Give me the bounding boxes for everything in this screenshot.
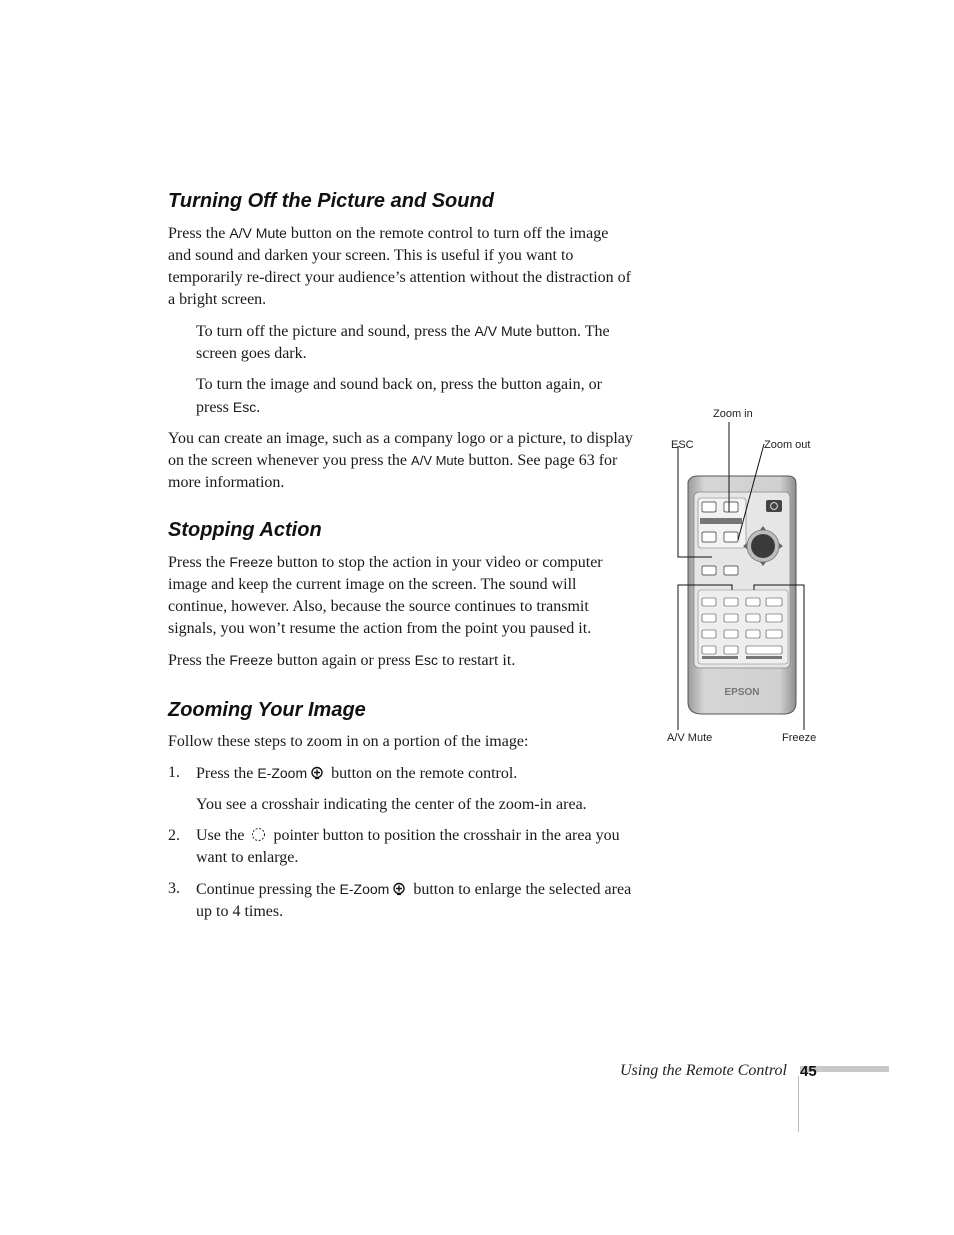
button-name: Freeze xyxy=(229,554,273,570)
paragraph: Follow these steps to zoom in on a portion of the image: xyxy=(168,733,529,750)
zoom-in-icon xyxy=(310,766,324,780)
callout-esc: ESC xyxy=(671,439,694,451)
list-item: 1. Press the E-Zoom button on the remote control. xyxy=(168,764,518,782)
remote-brand: EPSON xyxy=(724,687,760,698)
callout-freeze: Freeze xyxy=(782,732,817,744)
heading-stopping-action: Stopping Action xyxy=(168,519,322,541)
paragraph: Press the A/V Mute button on the remote control to turn off the image and sound and darken your screen. This is useful if you want to temporarily re-direct your audience’s attention without the distraction of a bright screen. xyxy=(168,225,631,308)
footer-chapter-title: Using the Remote Control xyxy=(620,1062,787,1079)
section3-body xyxy=(168,731,633,923)
list-item: 2. Use the pointer button to position the crosshair in the area you want to enlarge. xyxy=(168,827,620,866)
button-name: Freeze xyxy=(229,652,273,668)
paragraph: You see a crosshair indicating the center of the zoom-in area. xyxy=(196,796,587,813)
list-item: 3. Continue pressing the E-Zoom button to enlarge the selected area up to 4 times. xyxy=(168,880,632,920)
paragraph: You can create an image, such as a company logo or a picture, to display on the screen whenever you press the A/V Mute button. See page 63 for more information. xyxy=(168,430,633,491)
callout-av-mute: A/V Mute xyxy=(667,732,713,744)
page-number: 45 xyxy=(800,1063,817,1080)
button-name: A/V Mute xyxy=(411,453,465,468)
button-name: A/V Mute xyxy=(229,225,287,241)
heading-zooming: Zooming Your Image xyxy=(168,699,366,721)
button-name: Esc xyxy=(414,652,438,668)
button-name: E-Zoom xyxy=(257,765,308,781)
button-name: Esc xyxy=(232,399,257,415)
button-name: A/V Mute xyxy=(474,323,533,339)
heading-turning-off: Turning Off the Picture and Sound xyxy=(168,190,494,212)
paragraph: To turn off the picture and sound, press the A/V Mute button. The screen goes dark. xyxy=(196,323,610,362)
section1-body xyxy=(168,222,633,494)
paragraph: Press the Freeze button again or press Esc to restart it. xyxy=(168,652,516,669)
callout-zoom-out: Zoom out xyxy=(764,439,811,451)
section2-body xyxy=(168,551,633,672)
pointer-icon xyxy=(251,827,266,842)
zoom-in-icon xyxy=(392,882,406,896)
button-name: E-Zoom xyxy=(339,881,390,897)
footer-rule xyxy=(798,1076,799,1132)
paragraph: Press the Freeze button to stop the action in your video or computer image and keep the current image on the screen. The sound will continue, however. Also, because the source continues to transmit signals, you won’t resume the action from the point you paused it. xyxy=(168,554,603,637)
callout-zoom-in: Zoom in xyxy=(713,408,753,420)
paragraph: To turn the image and sound back on, press the button again, or press Esc. xyxy=(196,376,602,416)
callout-lines xyxy=(660,420,820,740)
